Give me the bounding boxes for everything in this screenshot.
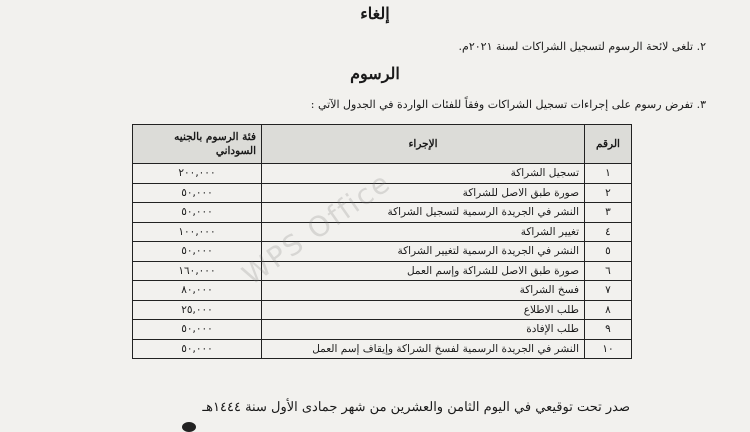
row-fee: ١٠٠,٠٠٠ xyxy=(133,222,262,242)
section-heading-cancellation: إلغاء xyxy=(360,4,390,23)
paragraph-3: ٣. تفرض رسوم على إجراءات تسجيل الشراكات وفقاً للفئات الواردة في الجدول الآتي : xyxy=(310,98,706,111)
table-row xyxy=(133,183,632,203)
row-num: ١ xyxy=(585,164,632,184)
scan-mark xyxy=(182,422,196,432)
row-procedure: صورة طبق الاصل للشراكة وإسم العمل xyxy=(262,261,585,281)
row-fee: ٥٠,٠٠٠ xyxy=(133,183,262,203)
paragraph-2: ٢. تلغى لائحة الرسوم لتسجيل الشراكات لسنة ٢٠٢١م. xyxy=(458,40,706,53)
row-procedure: النشر في الجريدة الرسمية لتغيير الشراكة xyxy=(262,242,585,262)
row-fee: ٨٠,٠٠٠ xyxy=(133,281,262,301)
table-row xyxy=(133,320,632,340)
row-procedure: تسجيل الشراكة xyxy=(262,164,585,184)
row-fee: ٢٠٠,٠٠٠ xyxy=(133,164,262,184)
row-num: ٢ xyxy=(585,183,632,203)
signature-line: صدر تحت توقيعي في اليوم الثامن والعشرين من شهر جمادى الأول سنة ١٤٤٤هـ xyxy=(202,400,630,415)
row-num: ٥ xyxy=(585,242,632,262)
row-num: ٤ xyxy=(585,222,632,242)
table-row xyxy=(133,300,632,320)
row-procedure: النشر في الجريدة الرسمية لتسجيل الشراكة xyxy=(262,203,585,223)
row-fee: ٥٠,٠٠٠ xyxy=(133,339,262,359)
header-procedure: الإجراء xyxy=(262,125,585,164)
header-num: الرقم xyxy=(585,125,632,164)
row-fee: ٢٥,٠٠٠ xyxy=(133,300,262,320)
table-row xyxy=(133,222,632,242)
table-row xyxy=(133,242,632,262)
table-row xyxy=(133,281,632,301)
row-num: ٩ xyxy=(585,320,632,340)
table-row xyxy=(133,164,632,184)
fees-table xyxy=(132,124,632,359)
table-header-row xyxy=(133,125,632,164)
header-fee: فئة الرسوم بالجنيه السوداني xyxy=(133,125,262,164)
row-num: ٦ xyxy=(585,261,632,281)
row-num: ٧ xyxy=(585,281,632,301)
row-procedure: طلب الاطلاع xyxy=(262,300,585,320)
watermark: WPS Office xyxy=(236,165,398,292)
row-num: ٣ xyxy=(585,203,632,223)
row-fee: ٥٠,٠٠٠ xyxy=(133,203,262,223)
row-procedure: طلب الإفادة xyxy=(262,320,585,340)
table-row xyxy=(133,203,632,223)
row-procedure: تغيير الشراكة xyxy=(262,222,585,242)
row-fee: ٥٠,٠٠٠ xyxy=(133,320,262,340)
row-procedure: صورة طبق الاصل للشراكة xyxy=(262,183,585,203)
row-procedure: النشر في الجريدة الرسمية لفسخ الشراكة وإيقاف إسم العمل xyxy=(262,339,585,359)
row-fee: ١٦٠,٠٠٠ xyxy=(133,261,262,281)
table-row xyxy=(133,261,632,281)
row-num: ٨ xyxy=(585,300,632,320)
row-num: ١٠ xyxy=(585,339,632,359)
row-fee: ٥٠,٠٠٠ xyxy=(133,242,262,262)
table-row xyxy=(133,339,632,359)
row-procedure: فسخ الشراكة xyxy=(262,281,585,301)
section-heading-fees: الرسوم xyxy=(350,64,400,83)
